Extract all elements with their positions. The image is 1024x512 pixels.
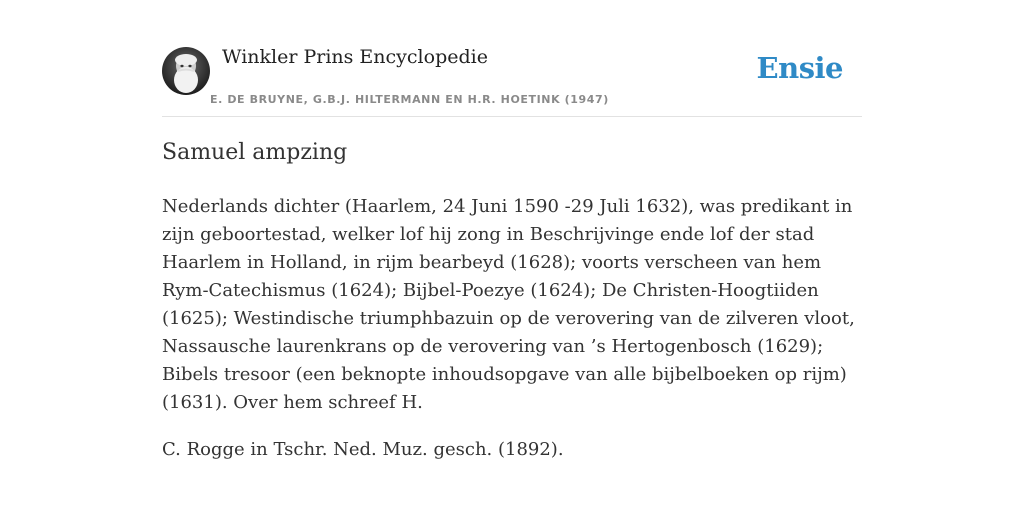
article-paragraph: Nederlands dichter (Haarlem, 24 Juni 1590 -29 Juli 1632), was predikant in zijn geboortestad, welker lof hij zong in Beschrijvinge ende lof der stad Haarlem in Holland, in rijm bearbeyd (1628); voorts verscheen van hem Rym-Catechismus (1624); Bijbel-Poezye (1624); De Christen-Hoogtiiden (1625); Westindische triumphbazuin op de verovering van de zilveren vloot, Nassausche laurenkrans op de verovering van ’s Hertogenbosch (1629); Bibels tresoor (een beknopte inhoudsopgave van alle bijbelboeken op rijm) (1631). Over hem schreef H. [162, 196, 855, 413]
ensie-logo[interactable]: Ensie [756, 51, 843, 85]
publication-authors: E. DE BRUYNE, G.B.J. HILTERMANN EN H.R. HOETINK (1947) [210, 93, 609, 106]
article-title: Samuel ampzing [162, 140, 348, 165]
article-paragraph: C. Rogge in Tschr. Ned. Muz. gesch. (1892). [162, 439, 564, 460]
portrait-avatar-icon[interactable] [162, 47, 210, 95]
article-body [162, 193, 862, 483]
publication-header [162, 46, 862, 117]
publication-title[interactable]: Winkler Prins Encyclopedie [222, 46, 488, 68]
